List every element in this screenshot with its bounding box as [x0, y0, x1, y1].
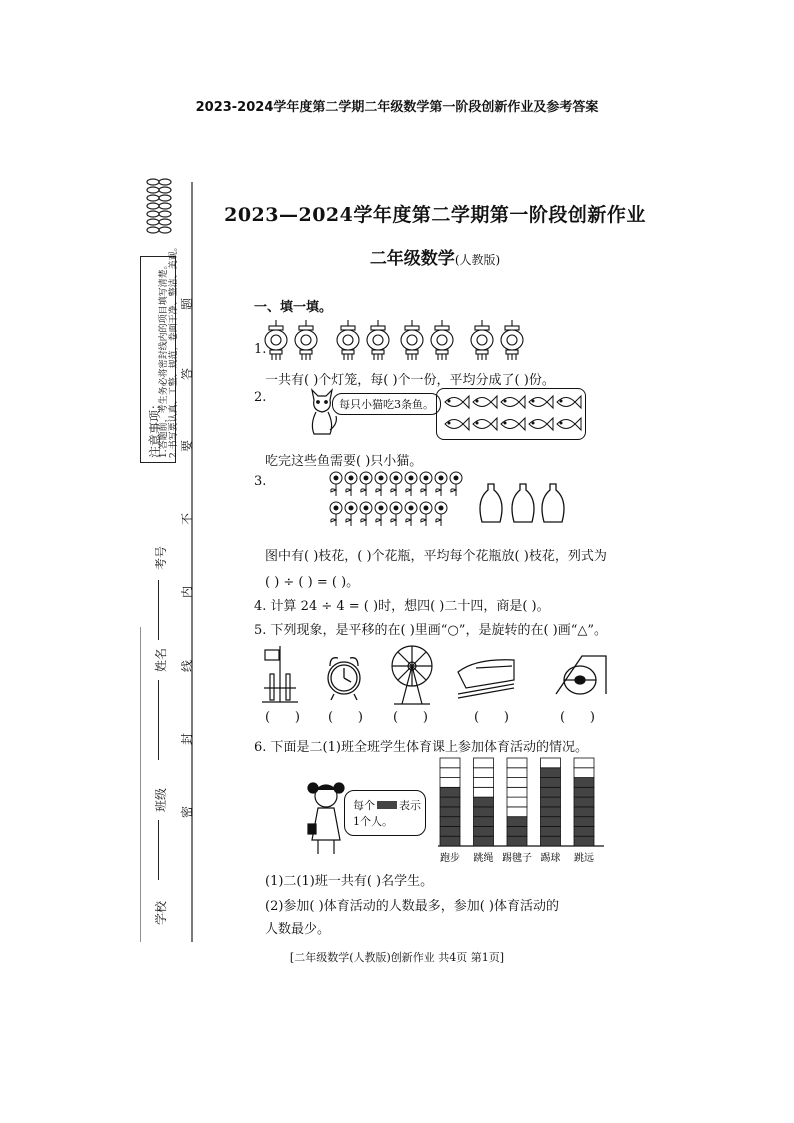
fish-icon [473, 418, 497, 430]
seal-char-4: 不 [180, 512, 194, 525]
seal-char-3: 要 [180, 439, 194, 452]
flower-icon [360, 472, 372, 496]
bar-cell-filled [474, 826, 494, 836]
bar-cell-filled [541, 787, 561, 797]
worksheet-subject [220, 244, 650, 269]
q6-sub1: (1)二(1)班一共有( )名学生。 [265, 874, 434, 889]
bar-cell-filled [474, 797, 494, 807]
bar-cell-empty [474, 787, 494, 797]
field-name-line [158, 680, 159, 760]
field-name: 姓名 [154, 647, 168, 672]
notice-1: 1.答题前，考生务必将密封线内的项目填写清楚。 [159, 260, 169, 458]
fish-icon [557, 396, 581, 408]
fish-icon [529, 418, 553, 430]
bar-cell-filled [574, 797, 594, 807]
bar-cell-filled [574, 778, 594, 788]
bar-cell-filled [574, 817, 594, 827]
legend-swatch [377, 801, 397, 809]
bar-cell-empty [474, 758, 494, 768]
bar-cell-empty [440, 778, 460, 788]
seal-char-7: 封 [180, 732, 194, 745]
vases-illustration [476, 482, 576, 532]
bar-cell-filled [574, 826, 594, 836]
flowers-illustration [328, 468, 468, 534]
cat-speech-bubble [332, 393, 441, 415]
bar-column [440, 758, 460, 846]
bar-cell-empty [474, 778, 494, 788]
q2-text: 吃完这些鱼需要( )只小猫。 [265, 454, 423, 469]
alarm-clock-icon [324, 644, 364, 710]
flower-icon [405, 502, 417, 526]
notice-title: 注意事项： [148, 397, 162, 458]
bar-cell-filled [440, 797, 460, 807]
q5-blank-1[interactable]: ( ) [265, 710, 300, 725]
flower-icon [420, 472, 432, 496]
fish-icon [445, 418, 469, 430]
bar-cell-filled [507, 826, 527, 836]
field-student-id: 考号 [154, 545, 168, 570]
subject-label: 二年级数学 [369, 249, 455, 269]
flower-icon [420, 502, 432, 526]
flower-icon [450, 472, 462, 496]
bar-cell-empty [507, 797, 527, 807]
lantern-icon [401, 320, 423, 360]
flower-icon [330, 502, 342, 526]
lantern-icon [337, 320, 359, 360]
field-student-id-line [158, 580, 159, 640]
bar-cell-filled [541, 778, 561, 788]
q5-blank-2[interactable]: ( ) [328, 710, 363, 725]
girl-bubble-line1 [353, 797, 421, 813]
flower-icon [435, 472, 447, 496]
bar-cell-empty [474, 768, 494, 778]
category-label: 踢毽子 [502, 853, 532, 864]
bar-cell-empty [440, 768, 460, 778]
bar-cell-empty [507, 778, 527, 788]
train-icon [456, 654, 516, 704]
cat-bubble-text: 每只小猫吃3条鱼。 [339, 398, 434, 411]
lantern-icon [501, 320, 523, 360]
fish-icon [501, 396, 525, 408]
fish-icon [501, 418, 525, 430]
q5-blank-3[interactable]: ( ) [393, 710, 428, 725]
flower-icon [435, 502, 447, 526]
bar-cell-filled [507, 817, 527, 827]
flower-icon [360, 502, 372, 526]
girl-speech-bubble [344, 790, 426, 836]
page-footer: [二年级数学(人教版)创新作业 共4页 第1页] [289, 951, 505, 964]
q3-text-line2: ( ) ÷ ( ) = ( )。 [265, 575, 360, 590]
flower-icon [330, 472, 342, 496]
flower-icon [375, 472, 387, 496]
bar-cell-empty [507, 807, 527, 817]
q2-number: 2. [254, 390, 267, 405]
seal-char-8: 密 [180, 805, 194, 818]
bar-column [574, 758, 594, 846]
worksheet-title: 2023—2024学年度第二学期第一阶段创新作业 [224, 204, 646, 226]
seal-char-5: 内 [180, 585, 194, 598]
flower-icon [390, 502, 402, 526]
category-label: 踢球 [540, 853, 561, 864]
bar-cell-filled [507, 836, 527, 846]
bubble-text-c: 1个人。 [353, 815, 393, 828]
q6-sub2b: 人数最少。 [265, 922, 331, 937]
flower-icon [345, 502, 357, 526]
margin-rings [146, 176, 172, 246]
girl-icon [306, 780, 346, 860]
q6-text: 6. 下面是二(1)班全班学生体育课上参加体育活动的情况。 [254, 740, 588, 755]
q5-text: 5. 下列现象，是平移的在( )里画“○”，是旋转的在( )画“△”。 [254, 623, 608, 638]
ferris-wheel-icon [388, 640, 436, 710]
flower-icon [375, 502, 387, 526]
q3-text-line1: 图中有( )枝花，( )个花瓶，平均每个花瓶放( )枝花，列式为 [265, 549, 607, 564]
bar-cell-filled [541, 797, 561, 807]
flower-icon [405, 472, 417, 496]
bar-cell-empty [440, 758, 460, 768]
lantern-icon [431, 320, 453, 360]
q1-text: 一共有( )个灯笼，每( )个一份，平均分成了( )份。 [265, 373, 555, 388]
bar-cell-filled [440, 807, 460, 817]
q5-blank-5[interactable]: ( ) [560, 710, 595, 725]
category-label: 跳远 [574, 853, 594, 864]
seal-char-1: 题 [180, 297, 194, 310]
bar-cell-filled [574, 787, 594, 797]
activity-bar-chart [436, 754, 606, 864]
field-class-line [158, 820, 159, 880]
q6-sub2a: (2)参加( )体育活动的人数最多，参加( )体育活动的 [265, 899, 559, 914]
bar-cell-filled [541, 826, 561, 836]
bar-cell-filled [474, 817, 494, 827]
lantern-illustration [262, 318, 532, 366]
bar-cell-filled [574, 836, 594, 846]
bar-cell-filled [440, 787, 460, 797]
edition-label: (人教版) [454, 253, 501, 267]
flower-icon [390, 472, 402, 496]
bar-cell-filled [440, 836, 460, 846]
field-class: 班级 [154, 787, 168, 812]
bubble-text-b: 表示 [399, 799, 421, 812]
q1-number: 1. [254, 342, 267, 357]
bar-column [541, 758, 561, 846]
q5-blank-4[interactable]: ( ) [474, 710, 509, 725]
bar-cell-filled [474, 807, 494, 817]
notice-2: 2.书写要认真、工整、规范，卷面干净、整洁、美观。 [169, 242, 179, 458]
bar-cell-empty [574, 758, 594, 768]
bar-cell-empty [574, 768, 594, 778]
bar-cell-filled [541, 817, 561, 827]
lantern-icon [367, 320, 389, 360]
bar-cell-filled [440, 817, 460, 827]
bar-cell-empty [507, 768, 527, 778]
bar-cell-empty [507, 758, 527, 768]
lantern-icon [295, 320, 317, 360]
document-header: 2023-2024学年度第二学期二年级数学第一阶段创新作业及参考答案 [195, 100, 599, 115]
q3-number: 3. [254, 474, 267, 489]
q4-text: 4. 计算 24 ÷ 4 = ( )时，想四( )二十四，商是( )。 [254, 599, 550, 614]
category-label: 跳绳 [473, 853, 494, 864]
bubble-text-a: 每个 [353, 799, 375, 812]
seal-char-6: 线 [180, 659, 194, 672]
bar-cell-empty [541, 758, 561, 768]
flag-raising-icon [260, 644, 300, 710]
fish-icon [557, 418, 581, 430]
seal-char-2: 答 [180, 367, 194, 380]
category-label: 跑步 [440, 853, 460, 864]
lantern-icon [471, 320, 493, 360]
fish-icon [529, 396, 553, 408]
fish-box [436, 388, 586, 440]
bar-cell-filled [541, 836, 561, 846]
flower-icon [345, 472, 357, 496]
section-heading: 一、填一填。 [254, 300, 333, 315]
fish-icon [473, 396, 497, 408]
bar-cell-empty [507, 787, 527, 797]
bar-cell-filled [541, 807, 561, 817]
steering-wheel-icon [552, 650, 608, 704]
fish-icon [445, 396, 469, 408]
bar-cell-filled [474, 836, 494, 846]
bar-column [507, 758, 527, 846]
bar-cell-filled [440, 826, 460, 836]
bar-column [474, 758, 494, 846]
bar-cell-filled [574, 807, 594, 817]
field-school: 学校 [154, 900, 168, 925]
lantern-icon [265, 320, 287, 360]
bar-cell-filled [541, 768, 561, 778]
